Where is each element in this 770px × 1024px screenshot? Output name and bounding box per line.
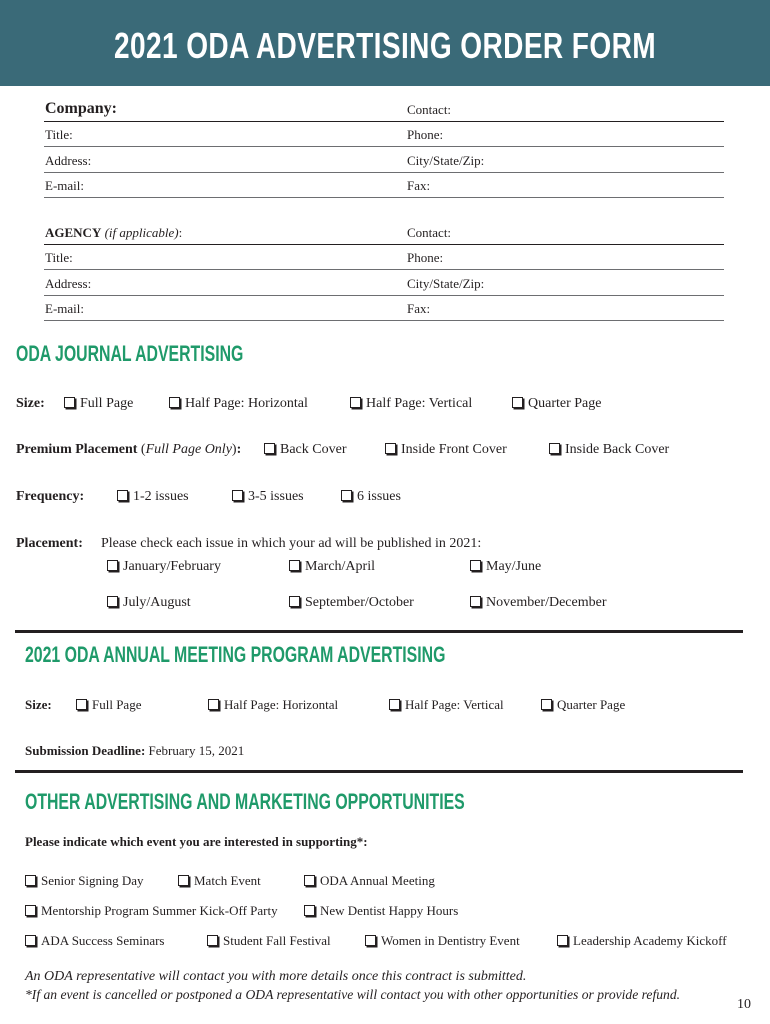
option-label: ODA Annual Meeting: [320, 873, 435, 888]
event-student-fall-festival[interactable]: [207, 932, 331, 950]
journal-size-quarter-page[interactable]: [512, 395, 601, 413]
checkbox-icon[interactable]: [264, 443, 275, 454]
header-banner: [0, 0, 770, 86]
meeting-size-half-vertical[interactable]: [389, 696, 504, 714]
agency-colon: :: [178, 224, 183, 240]
premium-label-text: Premium Placement: [16, 442, 138, 457]
support-prompt-text: Please indicate which event you are interested in supporting*:: [25, 834, 368, 849]
option-label: ADA Success Seminars: [41, 933, 165, 948]
meeting-size-half-horizontal[interactable]: [208, 696, 338, 714]
option-label: Mentorship Program Summer Kick-Off Party: [41, 903, 278, 918]
option-label: 3-5 issues: [248, 489, 304, 504]
deadline-label: Submission Deadline:: [25, 743, 146, 758]
journal-size-half-vertical[interactable]: [350, 395, 472, 413]
submission-deadline: [25, 742, 244, 760]
checkbox-icon[interactable]: [76, 699, 87, 710]
checkbox-icon[interactable]: [169, 397, 180, 408]
phone-label: Phone:: [407, 127, 444, 142]
meeting-size-label-text: Size:: [25, 697, 52, 712]
agency-label-text: AGENCY: [45, 224, 102, 240]
agency-contact-label: Contact:: [407, 224, 452, 240]
journal-size-full-page[interactable]: [64, 395, 133, 413]
checkbox-icon[interactable]: [541, 699, 552, 710]
agency-row[interactable]: [44, 219, 724, 245]
event-ada-success-seminars[interactable]: [25, 932, 165, 950]
checkbox-icon[interactable]: [25, 875, 36, 886]
agency-contact-block: [44, 219, 724, 321]
option-label: Student Fall Festival: [223, 933, 331, 948]
meeting-size-label: [25, 696, 52, 714]
option-label: Inside Front Cover: [401, 442, 507, 457]
option-label: Quarter Page: [557, 697, 626, 712]
checkbox-icon[interactable]: [557, 935, 568, 946]
option-label: January/February: [123, 559, 221, 574]
checkbox-icon[interactable]: [178, 875, 189, 886]
email-row[interactable]: [44, 173, 724, 199]
event-match-event[interactable]: [178, 872, 261, 890]
checkbox-icon[interactable]: [207, 935, 218, 946]
placement-label: [16, 535, 83, 553]
page-title: 2021 ODA ADVERTISING ORDER FORM: [113, 25, 657, 66]
option-label: 1-2 issues: [133, 489, 189, 504]
checkbox-icon[interactable]: [341, 490, 352, 501]
option-label: March/April: [305, 559, 375, 574]
event-leadership-academy-kickoff[interactable]: [557, 932, 727, 950]
journal-size-half-horizontal[interactable]: [169, 395, 308, 413]
option-label: May/June: [486, 559, 542, 574]
option-label: Inside Back Cover: [565, 442, 670, 457]
frequency-label: [16, 488, 84, 506]
page-number: 10: [737, 997, 751, 1012]
option-label: Quarter Page: [528, 396, 602, 411]
cancellation-note: *If an event is cancelled or postponed a ODA representative will contact you with other opportunities or provide refund.: [25, 987, 681, 1002]
checkbox-icon[interactable]: [117, 490, 128, 501]
deadline-value: February 15, 2021: [148, 743, 245, 758]
journal-heading: ODA JOURNAL ADVERTISING: [16, 341, 244, 366]
option-label: Senior Signing Day: [41, 873, 144, 888]
option-label: Women in Dentistry Event: [381, 933, 520, 948]
event-oda-annual-meeting[interactable]: [304, 872, 435, 890]
issue-mar-apr[interactable]: [289, 558, 375, 576]
agency-city-state-zip-label: City/State/Zip:: [407, 275, 485, 291]
agency-title-label: Title:: [45, 250, 73, 265]
issue-may-jun[interactable]: [470, 558, 541, 576]
option-label: Half Page: Vertical: [405, 697, 504, 712]
option-label: July/August: [123, 595, 191, 610]
agency-email-label: E-mail:: [45, 301, 84, 316]
premium-back-cover[interactable]: [264, 441, 346, 459]
checkbox-icon[interactable]: [304, 905, 315, 916]
agency-fax-label: Fax:: [407, 301, 431, 316]
checkbox-icon[interactable]: [304, 875, 315, 886]
option-label: Half Page: Horizontal: [224, 697, 339, 712]
company-label: Company:: [45, 99, 118, 117]
checkbox-icon[interactable]: [232, 490, 243, 501]
agency-label: [45, 225, 182, 241]
frequency-6[interactable]: [341, 488, 401, 506]
frequency-label-text: Frequency:: [16, 489, 85, 504]
checkbox-icon[interactable]: [470, 596, 481, 607]
checkbox-icon[interactable]: [289, 560, 300, 571]
issue-nov-dec[interactable]: [470, 594, 607, 612]
event-mentorship-kickoff[interactable]: [25, 902, 278, 920]
checkbox-icon[interactable]: [64, 397, 75, 408]
issue-jul-aug[interactable]: [107, 594, 191, 612]
checkbox-icon[interactable]: [107, 596, 118, 607]
address-row[interactable]: [44, 147, 724, 173]
option-label: 6 issues: [357, 489, 401, 504]
section-divider: [15, 770, 743, 773]
contact-note: An ODA representative will contact you with more details once this contract is submitted.: [25, 969, 527, 984]
option-label: New Dentist Happy Hours: [320, 903, 459, 918]
checkbox-icon[interactable]: [389, 699, 400, 710]
contact-label: Contact:: [407, 101, 452, 117]
meeting-size-quarter-page[interactable]: [541, 696, 625, 714]
option-label: Full Page: [80, 396, 134, 411]
city-state-zip-label: City/State/Zip:: [407, 152, 485, 168]
checkbox-icon[interactable]: [289, 596, 300, 607]
agency-phone-label: Phone:: [407, 250, 444, 265]
company-row[interactable]: [44, 96, 724, 122]
journal-size-label-text: Size:: [16, 396, 45, 411]
checkbox-icon[interactable]: [512, 397, 523, 408]
checkbox-icon[interactable]: [25, 935, 36, 946]
event-new-dentist-happy-hours[interactable]: [304, 902, 458, 920]
agency-note: (if applicable): [104, 224, 179, 240]
meeting-size-full-page[interactable]: [76, 696, 141, 714]
checkbox-icon[interactable]: [365, 935, 376, 946]
agency-address-row[interactable]: [44, 270, 724, 296]
option-label: Back Cover: [280, 442, 347, 457]
premium-placement-label: Premium Placement (Full Page Only):: [16, 442, 242, 457]
email-label: E-mail:: [45, 178, 84, 193]
agency-email-row[interactable]: [44, 296, 724, 322]
address-label: Address:: [45, 152, 92, 168]
meeting-heading: 2021 ODA ANNUAL MEETING PROGRAM ADVERTISING: [25, 642, 446, 667]
checkbox-icon[interactable]: [385, 443, 396, 454]
option-label: September/October: [305, 595, 414, 610]
title-row[interactable]: [44, 122, 724, 148]
section-divider: [15, 630, 743, 633]
other-heading: OTHER ADVERTISING AND MARKETING OPPORTUNITIES: [25, 789, 465, 814]
placement-instructions: Please check each issue in which your ad will be published in 2021:: [101, 536, 482, 551]
issue-sep-oct[interactable]: [289, 594, 414, 612]
placement-label-text: Placement:: [16, 536, 83, 551]
option-label: Match Event: [194, 873, 261, 888]
option-label: Leadership Academy Kickoff: [573, 933, 727, 948]
company-contact-block: [44, 96, 724, 198]
checkbox-icon[interactable]: [549, 443, 560, 454]
support-prompt: [25, 833, 368, 851]
option-label: November/December: [486, 595, 607, 610]
checkbox-icon[interactable]: [350, 397, 361, 408]
checkbox-icon[interactable]: [470, 560, 481, 571]
premium-inside-front-cover[interactable]: [385, 441, 507, 459]
frequency-1-2[interactable]: [117, 488, 189, 506]
premium-inside-back-cover[interactable]: [549, 441, 669, 459]
journal-size-label: [16, 395, 45, 413]
issue-jan-feb[interactable]: [107, 558, 221, 576]
agency-title-row[interactable]: [44, 245, 724, 271]
checkbox-icon[interactable]: [107, 560, 118, 571]
option-label: Half Page: Vertical: [366, 396, 473, 411]
checkbox-icon[interactable]: [208, 699, 219, 710]
fax-label: Fax:: [407, 178, 431, 193]
checkbox-icon[interactable]: [25, 905, 36, 916]
title-label: Title:: [45, 127, 73, 142]
agency-address-label: Address:: [45, 275, 92, 291]
event-senior-signing-day[interactable]: [25, 872, 144, 890]
premium-note: Full Page Only: [145, 442, 232, 457]
option-label: Full Page: [92, 697, 142, 712]
frequency-3-5[interactable]: [232, 488, 304, 506]
event-women-in-dentistry[interactable]: [365, 932, 520, 950]
option-label: Half Page: Horizontal: [185, 396, 308, 411]
